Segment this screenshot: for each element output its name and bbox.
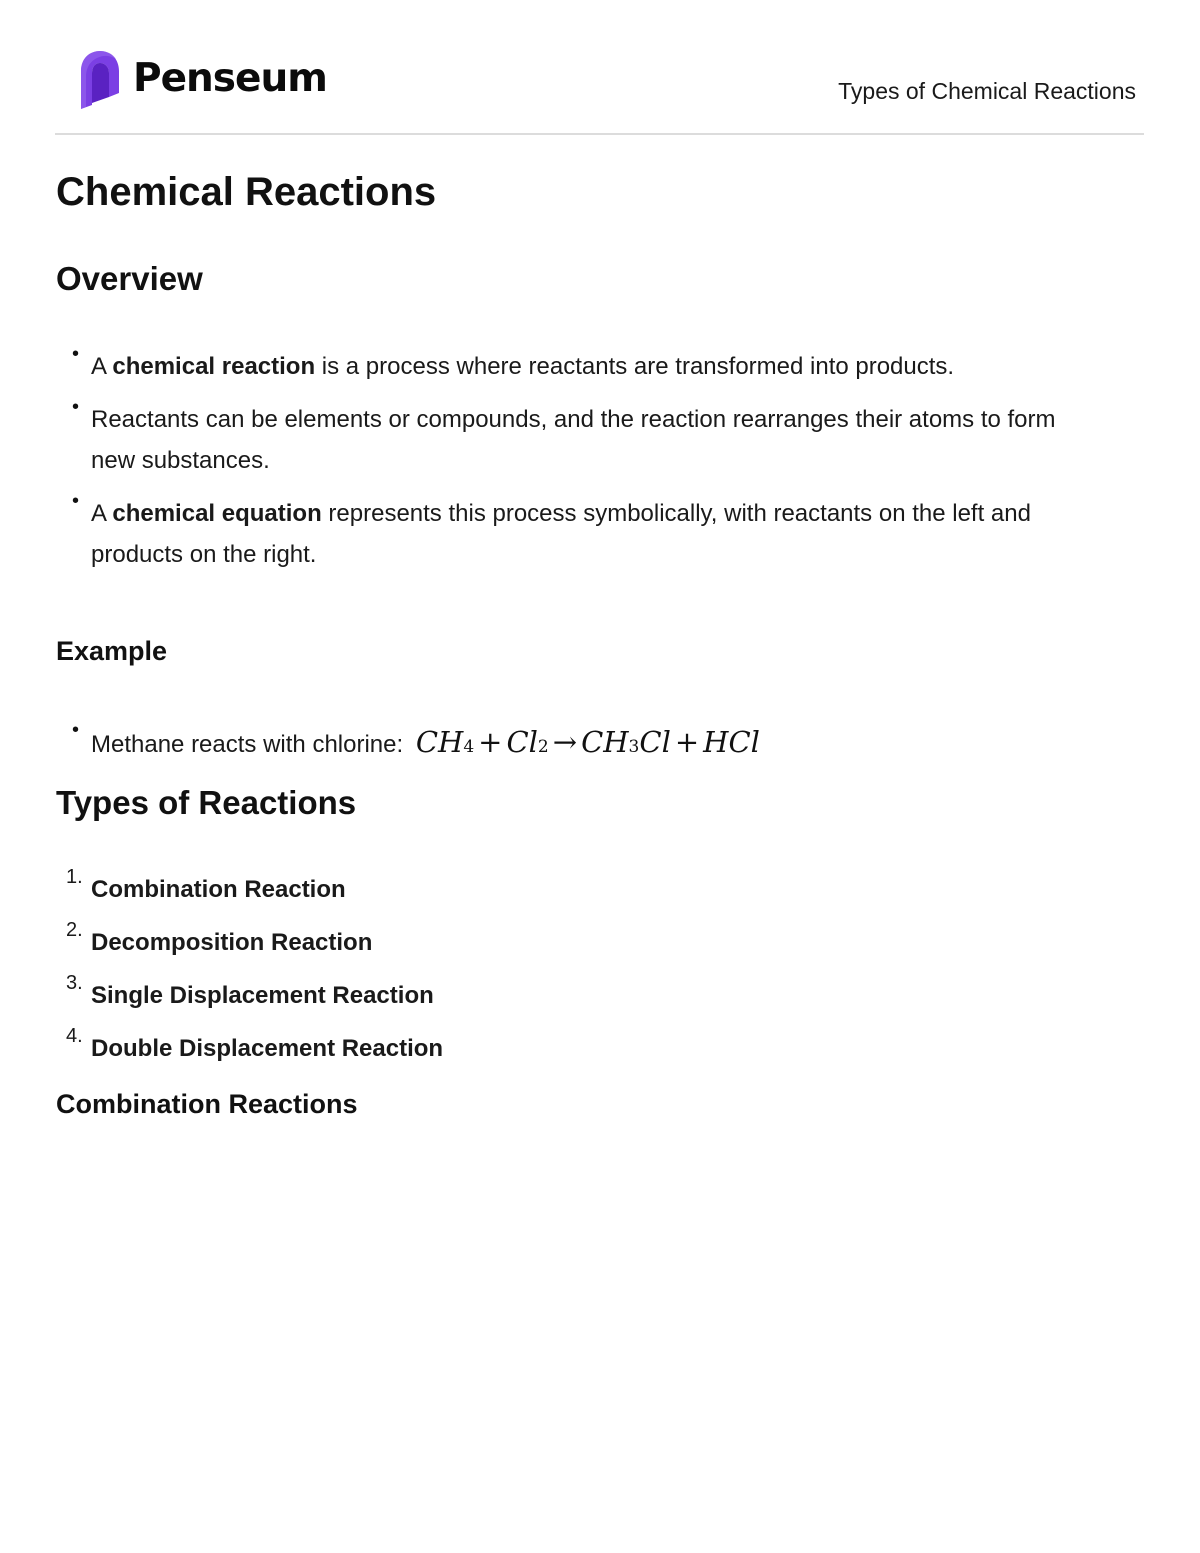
- list-item: 4. Double Displacement Reaction: [66, 1025, 444, 1062]
- example-list: [56, 722, 1056, 768]
- combination-heading: Combination Reactions: [56, 1089, 358, 1119]
- chemical-equation: CH4 + Cl2 → CH3Cl + HCl: [415, 725, 760, 759]
- penseum-logo-icon: [77, 49, 123, 111]
- list-item: • Reactants can be elements or compounds, and the reaction rearranges their atoms to form new substances.: [56, 399, 1056, 481]
- page-title: Chemical Reactions: [56, 170, 437, 214]
- example-heading: Example: [56, 636, 168, 666]
- overview-heading: Overview: [56, 260, 203, 297]
- types-list: [56, 866, 1056, 1081]
- types-heading: Types of Reactions: [56, 784, 357, 821]
- list-item: • A chemical reaction is a process where reactants are transformed into products.: [56, 346, 1056, 387]
- list-item: 2. Decomposition Reaction: [66, 919, 373, 956]
- brand-name: Penseum: [133, 55, 327, 101]
- brand-logo[interactable]: [77, 48, 327, 112]
- document-title: Types of Chemical Reactions: [838, 78, 1136, 104]
- list-item: 1. Combination Reaction: [66, 866, 346, 903]
- overview-list: [56, 346, 1056, 575]
- list-item: • A chemical equation represents this process symbolically, with reactants on the left and products on the right.: [56, 493, 1056, 575]
- list-item: 3. Single Displacement Reaction: [66, 972, 434, 1009]
- page-header: [55, 0, 1144, 135]
- list-item: • Methane reacts with chlorine: CH4 + Cl2 → CH3Cl + HCl: [56, 722, 1056, 768]
